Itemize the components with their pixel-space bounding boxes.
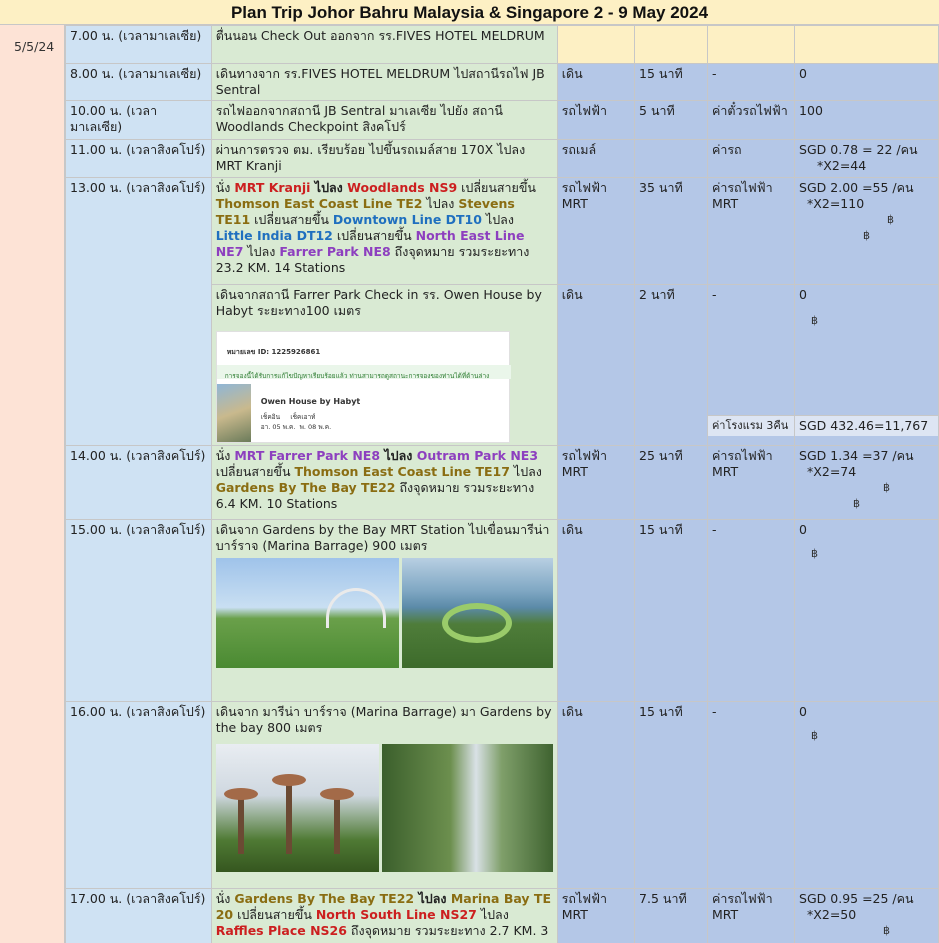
duration-cell: 7.5 นาที — [635, 889, 708, 943]
cost-type-cell — [707, 26, 794, 64]
table-row — [66, 64, 939, 101]
cost-cell — [795, 178, 939, 285]
itinerary-table — [65, 25, 939, 943]
time-cell: 11.00 น. (เวลาสิงคโปร์) — [66, 140, 212, 178]
mode-cell: เดิน — [557, 520, 634, 702]
time-cell: 15.00 น. (เวลาสิงคโปร์) — [66, 520, 212, 702]
hotel-name: Owen House by Habyt — [260, 397, 361, 406]
duration-cell: 15 นาที — [635, 520, 708, 702]
marina-barrage-photo — [216, 558, 399, 668]
table-row — [66, 178, 939, 285]
cost-type-cell: ค่ารถไฟฟ้า MRT — [707, 889, 794, 943]
cost-type-cell — [707, 285, 794, 446]
table-row — [66, 702, 939, 889]
activity-cell — [211, 285, 557, 446]
activity-text: เดินจากสถานี Farrer Park Check in รร. Owen House by Habyt ระยะทาง100 เมตร — [215, 287, 542, 318]
duration-cell — [635, 26, 708, 64]
time-cell: 17.00 น. (เวลาสิงคโปร์) — [66, 889, 212, 943]
mode-cell: รถไฟฟ้า MRT — [557, 889, 634, 943]
table-row — [66, 520, 939, 702]
time-cell: 14.00 น. (เวลาสิงคโปร์) — [66, 446, 212, 520]
cost-type-walk: - — [711, 287, 717, 302]
duration-cell: 15 นาที — [635, 702, 708, 889]
table-row — [66, 140, 939, 178]
cost-per-person: SGD 1.34 =37 /คน — [799, 448, 914, 463]
activity-cell: รถไฟออกจากสถานี JB Sentral มาเลเซีย ไปยัง สถานี Woodlands Checkpoint สิงคโปร์ — [211, 101, 557, 140]
supertree-grove-photo — [216, 744, 379, 872]
cost-type-cell: ค่ารถ — [707, 140, 794, 178]
time-cell: 13.00 น. (เวลาสิงคโปร์) — [66, 178, 212, 446]
baht-symbol: ฿ — [811, 547, 819, 560]
cost-cell: 0 ฿ — [795, 702, 939, 889]
cost-cell: 0 — [795, 64, 939, 101]
cost-type-cell: ค่ารถไฟฟ้า MRT — [707, 178, 794, 285]
duration-cell: 25 นาที — [635, 446, 708, 520]
activity-cell: นั่ง Gardens By The Bay TE22 ไปลง Marina Bay TE 20 เปลี่ยนสายขึ้น North South Line NS27 ไปลง Raffles Place NS26 ถึงจุดหมาย รวมระยะทาง 2.7 KM. 3 — [211, 889, 557, 943]
activity-cell: นั่ง MRT Farrer Park NE8 ไปลง Outram Park NE3 เปลี่ยนสายขึ้น Thomson East Coast Line TE17 ไปลง Gardens By The Bay TE22 ถึงจุดหมาย รวมระยะทาง 6.4 KM. 10 Stations — [211, 446, 557, 520]
activity-cell: ตื่นนอน Check Out ออกจาก รร.FIVES HOTEL MELDRUM — [211, 26, 557, 64]
booking-card — [216, 331, 510, 443]
cost-value: 0 — [799, 287, 807, 302]
baht-symbol: ฿ — [863, 229, 871, 242]
hotel-thumbnail — [217, 384, 251, 442]
mode-cell: รถไฟฟ้า MRT — [557, 446, 634, 520]
duration-cell — [635, 140, 708, 178]
baht-symbol: ฿ — [887, 213, 895, 226]
cost-cell — [795, 889, 939, 943]
baht-symbol: ฿ — [883, 481, 891, 494]
cost-type-hotel: ค่าโรงแรม 3คืน — [708, 415, 794, 436]
mode-cell: รถเมล์ — [557, 140, 634, 178]
table-row — [66, 446, 939, 520]
activity-text: เดินจาก มารีน่า บาร์ราจ (Marina Barrage) มา Gardens by the bay 800 เมตร — [215, 704, 552, 735]
activity-cell — [211, 702, 557, 889]
cost-cell: 100 — [795, 101, 939, 140]
time-cell: 10.00 น. (เวลามาเลเซีย) — [66, 101, 212, 140]
activity-cell: ผ่านการตรวจ ตม. เรียบร้อย ไปขึ้นรถเมล์สาย 170X ไปลง MRT Kranji — [211, 140, 557, 178]
cost-per-person: SGD 2.00 =55 /คน — [799, 180, 914, 195]
date-column — [0, 25, 65, 943]
booking-id: หมายเลข ID: 1225926861 — [226, 348, 321, 356]
cost-total: *X2=44 — [817, 158, 867, 173]
baht-symbol: ฿ — [853, 497, 861, 510]
duration-cell: 35 นาที — [635, 178, 708, 285]
duration-cell: 5 นาที — [635, 101, 708, 140]
mode-cell: รถไฟฟ้า — [557, 101, 634, 140]
activity-cell — [211, 520, 557, 702]
cost-cell — [795, 140, 939, 178]
mode-cell — [557, 26, 634, 64]
table-row — [66, 101, 939, 140]
cost-total: *X2=74 — [807, 464, 857, 479]
hotel-cost: SGD 432.46=11,767 — [795, 415, 938, 436]
table-row — [66, 26, 939, 64]
baht-symbol: ฿ — [811, 729, 819, 742]
cost-total: *X2=110 — [807, 196, 865, 211]
cost-type-cell: - — [707, 702, 794, 889]
cost-cell — [795, 26, 939, 64]
mode-cell: เดิน — [557, 702, 634, 889]
booking-note: การจองนี้ได้รับการแก้ไขปัญหาเรียบร้อยแล้ว ท่านสามารถดูสถานะการจองของท่านได้ที่ด้านล่าง — [224, 372, 490, 380]
cost-cell — [795, 285, 939, 446]
baht-symbol: ฿ — [811, 314, 819, 327]
date-label: 5/5/24 — [14, 39, 55, 54]
photo-strip — [216, 558, 553, 668]
cost-type-cell: ค่ารถไฟฟ้า MRT — [707, 446, 794, 520]
cloud-forest-photo — [382, 744, 553, 872]
activity-cell: เดินทางจาก รร.FIVES HOTEL MELDRUM ไปสถานีรถไฟ JB Sentral — [211, 64, 557, 101]
mode-cell: รถไฟฟ้า MRT — [557, 178, 634, 285]
mode-cell: เดิน — [557, 285, 634, 446]
table-row — [66, 889, 939, 943]
time-cell: 16.00 น. (เวลาสิงคโปร์) — [66, 702, 212, 889]
time-cell: 7.00 น. (เวลามาเลเซีย) — [66, 26, 212, 64]
activity-cell: นั่ง MRT Kranji ไปลง Woodlands NS9 เปลี่ยนสายขึ้น Thomson East Coast Line TE2 ไปลง Stevens TE11 เปลี่ยนสายขึ้น Downtown Line DT10 ไปลง Little India DT12 เปลี่ยนสายขึ้น North East Line NE7 ไปลง Farrer Park NE8 ถึงจุดหมาย รวมระยะทาง 23.2 KM. 14 Stations — [211, 178, 557, 285]
activity-text: เดินจาก Gardens by the Bay MRT Station ไปเขื่อนมารีน่า บาร์ราจ (Marina Barrage) 900 เมตร — [215, 522, 550, 553]
cost-type-cell: - — [707, 64, 794, 101]
cost-type-cell: - — [707, 520, 794, 702]
time-cell: 8.00 น. (เวลามาเลเซีย) — [66, 64, 212, 101]
marina-barrage-aerial-photo — [402, 558, 553, 668]
photo-strip — [216, 744, 553, 872]
booking-dates: เช็คอิน เช็คเอาท์ อา. 05 พ.ค. พ. 08 พ.ค. — [260, 413, 332, 431]
cost-per-person: SGD 0.95 =25 /คน — [799, 891, 914, 906]
mode-cell: เดิน — [557, 64, 634, 101]
duration-cell: 2 นาที — [635, 285, 708, 446]
sheet-title: Plan Trip Johor Bahru Malaysia & Singapore 2 - 9 May 2024 — [0, 0, 939, 25]
baht-symbol: ฿ — [883, 924, 891, 937]
cost-type-cell: ค่าตั๋วรถไฟฟ้า — [707, 101, 794, 140]
cost-cell — [795, 446, 939, 520]
duration-cell: 15 นาที — [635, 64, 708, 101]
cost-cell: 0 ฿ — [795, 520, 939, 702]
cost-per-person: SGD 0.78 = 22 /คน — [799, 142, 918, 157]
cost-total: *X2=50 — [807, 907, 857, 922]
